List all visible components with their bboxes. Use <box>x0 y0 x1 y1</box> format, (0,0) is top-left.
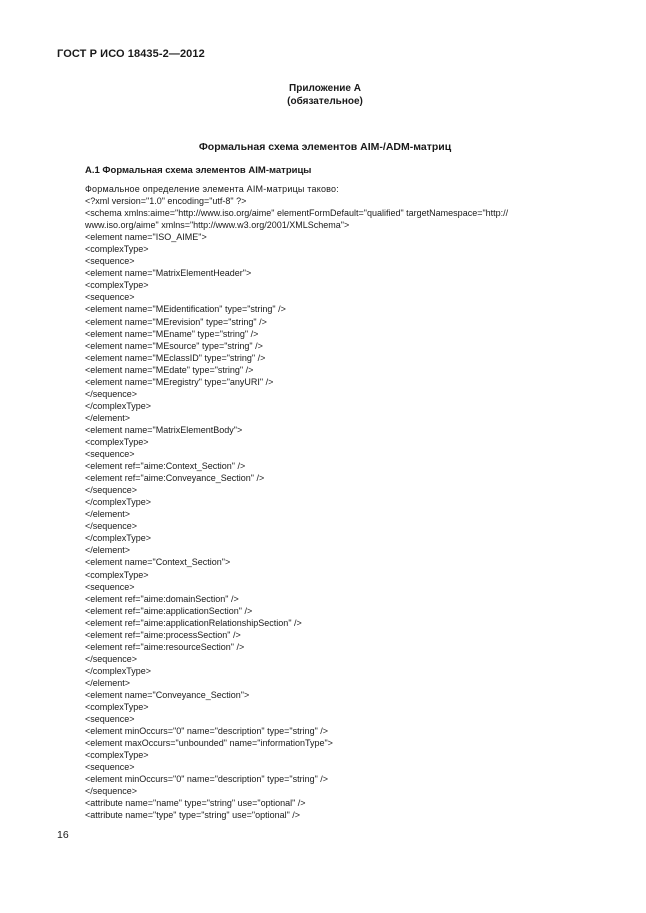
code-line: <element name="MatrixElementHeader"> <box>85 268 252 279</box>
code-line: <element maxOccurs="unbounded" name="informationType"> <box>85 738 333 749</box>
section-heading: А.1 Формальная схема элементов AIM-матрицы <box>85 165 312 176</box>
code-line: </sequence> <box>85 786 138 797</box>
code-line: </element> <box>85 545 131 556</box>
page-number: 16 <box>57 829 69 841</box>
code-line: <element name="MErevision" type="string" /> <box>85 316 267 327</box>
code-line: </sequence> <box>85 521 138 532</box>
code-line: <complexType> <box>85 244 149 255</box>
code-line: <element ref="aime:processSection" /> <box>85 629 241 640</box>
code-line: <schema xmlns:aime="http://www.iso.org/aime" elementFormDefault="qualified" targetNamespace="http:// <box>85 208 509 219</box>
code-line: <sequence> <box>85 256 135 267</box>
document-title: Формальная схема элементов AIM-/ADM-матриц <box>198 141 452 153</box>
code-line: <element name="MEclassID" type="string" /> <box>85 352 266 363</box>
code-line: </element> <box>85 412 131 423</box>
code-line: <complexType> <box>85 569 149 580</box>
code-line: </element> <box>85 509 131 520</box>
code-line: <element minOccurs="0" name="description" type="string" /> <box>85 774 329 785</box>
code-line: </sequence> <box>85 653 138 664</box>
code-line: </sequence> <box>85 485 138 496</box>
annex-status: (обязательное) <box>287 96 363 107</box>
code-line: <element name="Conveyance_Section"> <box>85 689 250 700</box>
code-line: <element name="Context_Section"> <box>85 557 231 568</box>
code-line: </complexType> <box>85 497 152 508</box>
code-line: </complexType> <box>85 533 152 544</box>
code-line: <sequence> <box>85 714 135 725</box>
code-line: <complexType> <box>85 750 149 761</box>
code-line: <element ref="aime:applicationRelationshipSection" /> <box>85 617 302 628</box>
annex-title: Приложение А <box>289 83 361 94</box>
code-line: <complexType> <box>85 702 149 713</box>
code-line: <element ref="aime:domainSection" /> <box>85 593 239 604</box>
code-line: </complexType> <box>85 400 152 411</box>
code-line: <complexType> <box>85 280 149 291</box>
code-line: <element ref="aime:resourceSection" /> <box>85 641 245 652</box>
code-line: <element ref="aime:Conveyance_Section" /> <box>85 473 265 484</box>
code-line: <sequence> <box>85 292 135 303</box>
code-line: www.iso.org/aime" xmlns="http://www.w3.org/2001/XMLSchema"> <box>85 220 350 231</box>
code-line: <element name="MEdate" type="string" /> <box>85 364 254 375</box>
xml-schema-listing <box>85 195 575 821</box>
code-line: <sequence> <box>85 581 135 592</box>
section-intro: Формальное определение элемента AIM-матрицы таково: <box>85 184 339 194</box>
code-line: <element name="MEidentification" type="string" /> <box>85 304 286 315</box>
code-line: <element name="MEname" type="string" /> <box>85 328 259 339</box>
code-line: <sequence> <box>85 449 135 460</box>
code-line: <sequence> <box>85 762 135 773</box>
code-line: <element ref="aime:applicationSection" /> <box>85 605 253 616</box>
document-body <box>85 183 575 821</box>
code-line: <element ref="aime:Context_Section" /> <box>85 461 246 472</box>
code-line: </sequence> <box>85 388 138 399</box>
code-line: <complexType> <box>85 436 149 447</box>
code-line: <element minOccurs="0" name="description" type="string" /> <box>85 726 329 737</box>
standard-designation: ГОСТ Р ИСО 18435-2—2012 <box>57 48 205 60</box>
code-line: <?xml version="1.0" encoding="utf-8" ?> <box>85 196 247 207</box>
code-line: <attribute name="type" type="string" use="optional" /> <box>85 810 301 821</box>
code-line: <element name="ISO_AIME"> <box>85 232 207 243</box>
code-line: </complexType> <box>85 665 152 676</box>
code-line: <element name="MEsource" type="string" /> <box>85 340 263 351</box>
code-line: <element name="MatrixElementBody"> <box>85 424 243 435</box>
code-line: </element> <box>85 677 131 688</box>
code-line: <element name="MEregistry" type="anyURI" /> <box>85 376 274 387</box>
code-line: <attribute name="name" type="string" use="optional" /> <box>85 798 306 809</box>
